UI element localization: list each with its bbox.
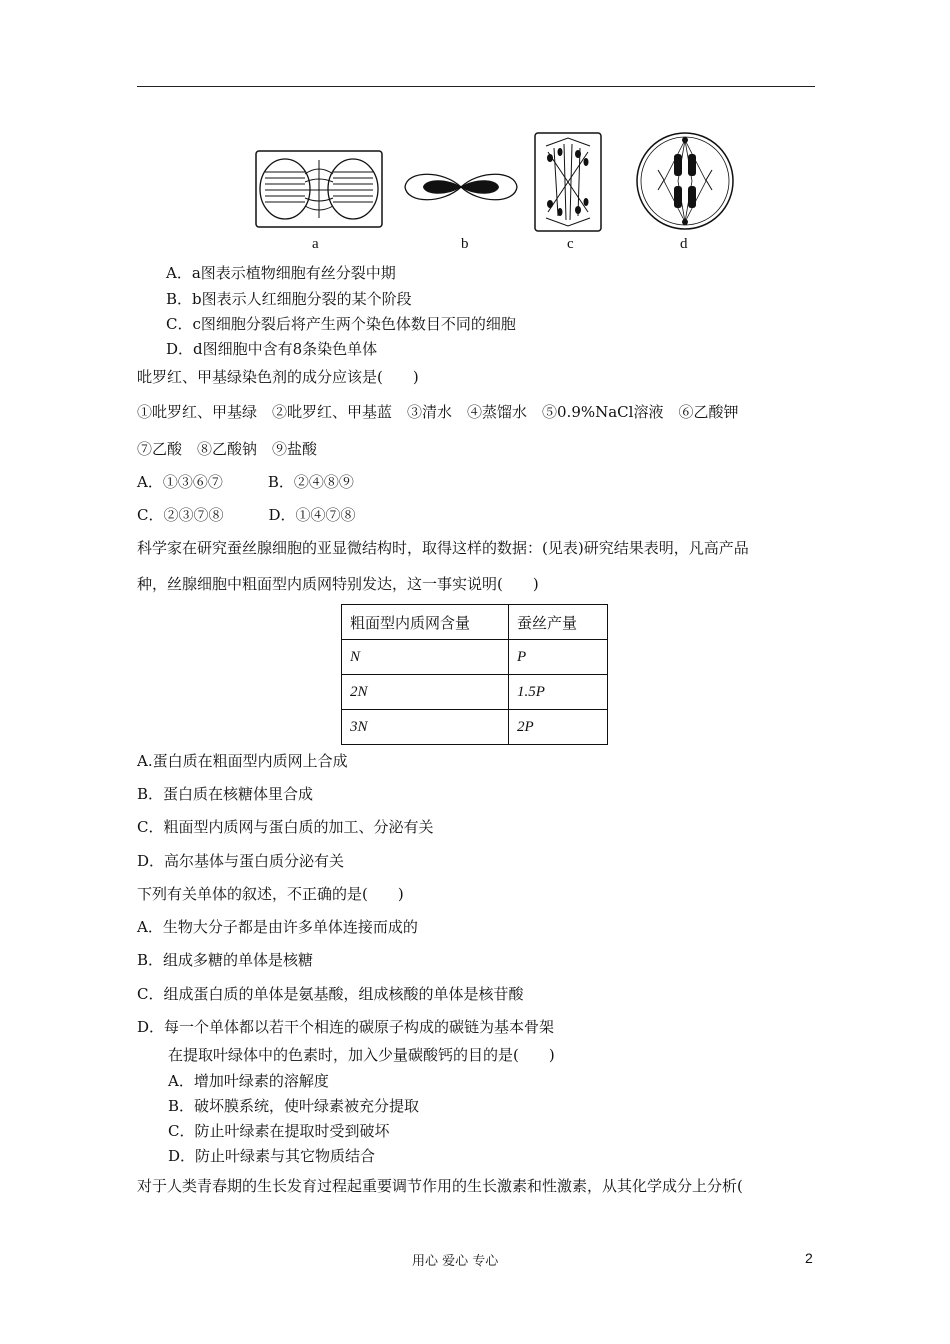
table-cell: 3N <box>342 710 509 745</box>
table-header-cell: 粗面型内质网含量 <box>342 605 509 640</box>
footer-motto: 用心 爱心 专心 <box>412 1254 499 1269</box>
table-cell: 2P <box>509 710 608 745</box>
q5-stem: 在提取叶绿体中的色素时，加入少量碳酸钙的目的是( ) <box>168 1046 555 1064</box>
q3-stem-line1: 科学家在研究蚕丝腺细胞的亚显微结构时，取得这样的数据：(见表)研究结果表明，凡高产品 <box>137 539 749 557</box>
q2-options-line2: C．②③⑦⑧ D．①④⑦⑧ <box>137 506 356 524</box>
q1-option-a: A．a图表示植物细胞有丝分裂中期 <box>166 264 396 282</box>
figure-d-diagram <box>634 130 736 232</box>
q3-option-d: D．高尔基体与蛋白质分泌有关 <box>137 852 345 870</box>
table-header-row <box>342 605 608 640</box>
q1-option-c: C．c图细胞分裂后将产生两个染色体数目不同的细胞 <box>166 315 516 333</box>
figure-b-diagram <box>403 168 519 206</box>
table-row <box>342 675 608 710</box>
q1-option-d: D．d图细胞中含有8条染色单体 <box>166 340 378 358</box>
q3-option-a: A.蛋白质在粗面型内质网上合成 <box>137 752 348 770</box>
q1-option-b: B．b图表示人红细胞分裂的某个阶段 <box>166 290 412 308</box>
q3-option-c: C．粗面型内质网与蛋白质的加工、分泌有关 <box>137 818 434 836</box>
q4-option-b: B．组成多糖的单体是核糖 <box>137 951 314 969</box>
q4-stem: 下列有关单体的叙述，不正确的是( ) <box>137 885 404 903</box>
q2-items-line1: ①吡罗红、甲基绿 ②吡罗红、甲基蓝 ③清水 ④蒸馏水 ⑤0.9%NaCl溶液 ⑥乙酸钾 <box>137 403 739 421</box>
header-rule <box>137 86 815 87</box>
q5-option-a: A．增加叶绿素的溶解度 <box>168 1072 329 1090</box>
q2-items-line2: ⑦乙酸 ⑧乙酸钠 ⑨盐酸 <box>137 440 318 458</box>
q5-option-c: C．防止叶绿素在提取时受到破坏 <box>168 1122 390 1140</box>
figure-c-diagram <box>534 132 602 232</box>
table-header-cell: 蚕丝产量 <box>509 605 608 640</box>
q6-stem: 对于人类青春期的生长发育过程起重要调节作用的生长激素和性激素，从其化学成分上分析( <box>137 1177 743 1195</box>
q2-options-line1: A．①③⑥⑦ B．②④⑧⑨ <box>137 473 354 491</box>
table-cell: 1.5P <box>509 675 608 710</box>
q5-option-b: B．破坏膜系统，使叶绿素被充分提取 <box>168 1097 420 1115</box>
table-cell: 2N <box>342 675 509 710</box>
table-cell: N <box>342 640 509 675</box>
table-row <box>342 710 608 745</box>
table-row <box>342 640 608 675</box>
q3-option-b: B．蛋白质在核糖体里合成 <box>137 785 314 803</box>
q4-option-a: A．生物大分子都是由许多单体连接而成的 <box>137 918 418 936</box>
q3-data-table <box>341 604 608 745</box>
figure-label-c: c <box>567 236 574 252</box>
q4-option-c: C．组成蛋白质的单体是氨基酸，组成核酸的单体是核苷酸 <box>137 985 524 1003</box>
q3-stem-line2: 种，丝腺细胞中粗面型内质网特别发达，这一事实说明( ) <box>137 575 539 593</box>
figure-a-diagram <box>255 150 383 228</box>
figure-label-b: b <box>461 236 469 252</box>
q4-option-d: D．每一个单体都以若干个相连的碳原子构成的碳链为基本骨架 <box>137 1018 555 1036</box>
page-number: 2 <box>805 1250 813 1266</box>
figure-label-d: d <box>680 236 688 252</box>
figure-label-a: a <box>312 236 319 252</box>
table-cell: P <box>509 640 608 675</box>
q5-option-d: D．防止叶绿素与其它物质结合 <box>168 1147 376 1165</box>
q2-stem: 吡罗红、甲基绿染色剂的成分应该是( ) <box>137 368 419 386</box>
